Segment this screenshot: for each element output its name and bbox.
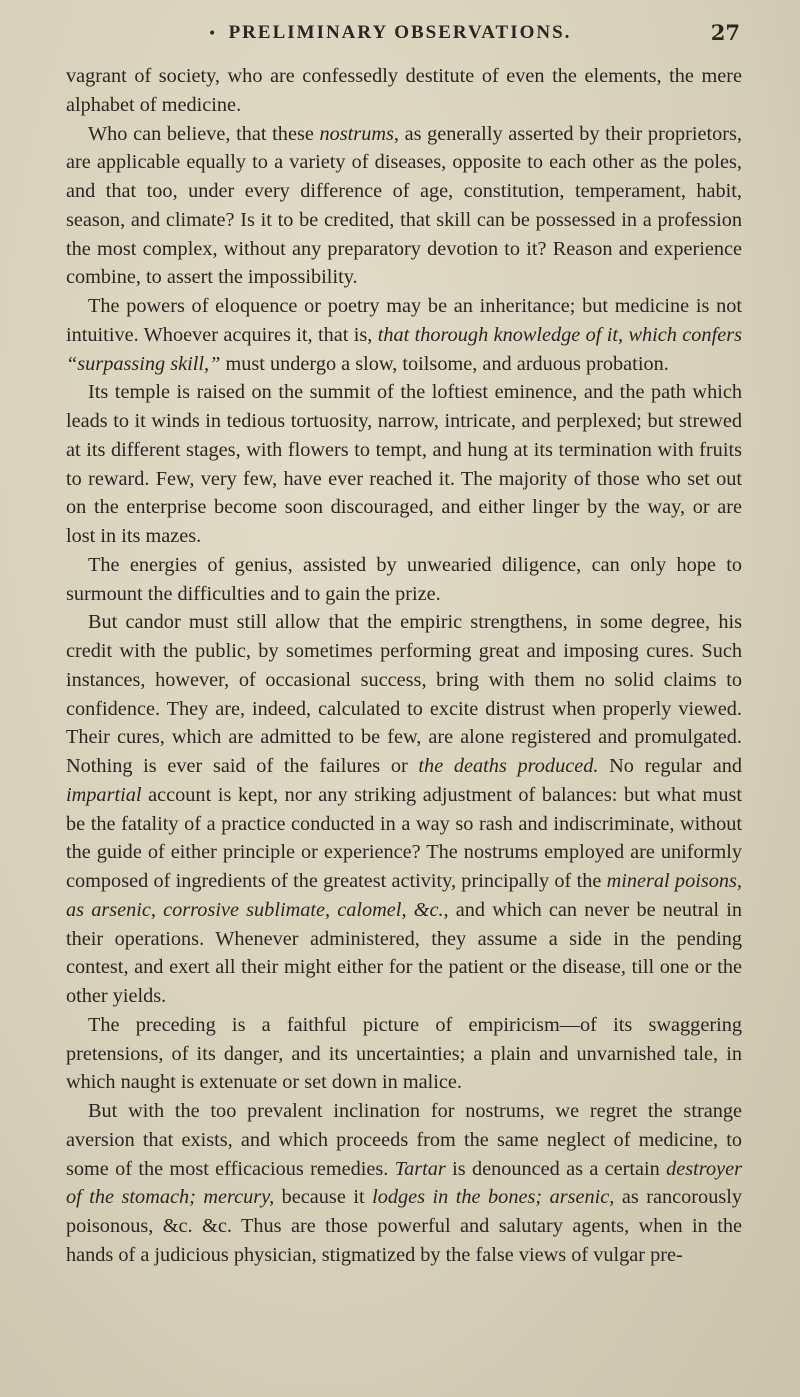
page-number: 27 <box>710 20 740 45</box>
paragraph-7: The preceding is a faithful picture of empiricism—of its swaggering pretensions, of its danger, and its uncertainties; a plain and unvarnished tale, in which naught is extenuate or set down in malice. <box>66 1013 742 1094</box>
page-mark: • <box>208 26 217 42</box>
paragraph-1: vagrant of society, who are confessedly destitute of even the elements, the mere alphabet of medicine. <box>66 65 742 116</box>
paragraph-5: The energies of genius, assisted by unwearied diligence, can only hope to surmount the difficulties and to gain the prize. <box>66 553 742 605</box>
paragraph-2: Who can believe, that these nostrums, as generally asserted by their proprietors, are applicable equally to a variety of diseases, opposite to each other as the poles, and that too, under every difference of age, constitution, temperament, habit, season, and climate? Is it to be credited, that skill can be possessed in a profession the most complex, without any preparatory devotion to it? Reason and experience combine, to assert the impossibility. <box>66 122 742 289</box>
body-text <box>66 62 742 1270</box>
paragraph-3: The powers of eloquence or poetry may be an inheritance; but medicine is not intuitive. Whoever acquires it, that is, that thorough knowledge of it, which confers “surpassing skill,” must undergo a slow, toilsome, and arduous probation. <box>66 295 742 375</box>
paragraph-6: But candor must still allow that the empiric strengthens, in some degree, his credit with the public, by sometimes performing great and imposing cures. Such instances, however, of occasional success, bring with them no solid claims to confidence. They are, indeed, calculated to excite distrust when properly viewed. Their cures, which are admitted to be few, are alone registered and promulgated. Nothing is ever said of the failures or the deaths produced. No regular and impartial account is kept, nor any striking adjustment of balances: but what must be the fatality of a practice conducted in a way so rash and indiscriminate, without the guide of either principle or experience? The nostrums employed are uniformly composed of ingredients of the greatest activity, principally of the mineral poisons, as arsenic, corrosive sublimate, calomel, &c., and which can never be neutral in their operations. Whenever administered, they assume a side in the pending contest, and exert all their might either for the patient or the disease, till one or the other yields. <box>66 611 742 1007</box>
paragraph-8: But with the too prevalent inclination for nostrums, we regret the strange aversion that exists, and which proceeds from the same neglect of medicine, to some of the most efficacious remedies. Tartar is denounced as a certain destroyer of the stomach; mercury, because it lodges in the bones; arsenic, as rancorously poisonous, &c. &c. Thus are those powerful and salutary agents, when in the hands of a judicious physician, stigmatized by the false views of vulgar pre- <box>66 1100 743 1266</box>
running-title: PRELIMINARY OBSERVATIONS. <box>228 22 572 43</box>
paragraph-4: Its temple is raised on the summit of the loftiest eminence, and the path which leads to it winds in tedious tortuosity, narrow, intricate, and perplexed; but strewed at its different stages, with flowers to tempt, and hung at its termination with fruits to reward. Few, very few, have ever reached it. The majority of those who set out on the enterprise become soon discouraged, and either linger by the way, or are lost in its mazes. <box>66 381 742 547</box>
running-header <box>0 14 800 50</box>
